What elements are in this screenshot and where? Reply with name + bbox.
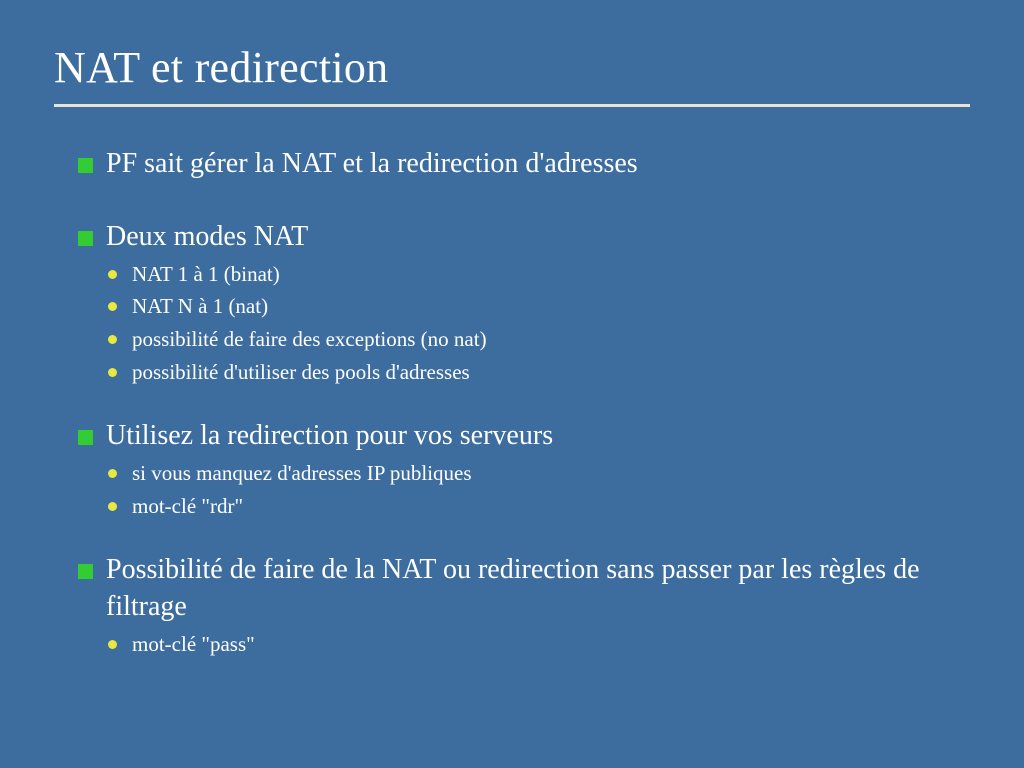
dot-bullet-icon <box>108 270 117 279</box>
bullet-level2-label: mot-clé "pass" <box>132 632 255 657</box>
bullet-level1 <box>74 219 974 256</box>
bullet-level2-label: possibilité de faire des exceptions (no nat) <box>132 327 487 351</box>
bullet-level2 <box>74 628 974 661</box>
square-bullet-icon <box>78 430 93 445</box>
dot-bullet-icon <box>108 502 117 511</box>
slide-content <box>74 146 974 661</box>
spacer <box>74 388 974 418</box>
dot-bullet-icon <box>108 302 117 311</box>
spacer <box>74 185 974 219</box>
bullet-level2-label: mot-clé "rdr" <box>132 493 244 518</box>
bullet-level2-label: NAT N à 1 (nat) <box>132 294 269 319</box>
sub-list <box>74 457 974 522</box>
bullet-level2-label: NAT 1 à 1 (binat) <box>132 261 280 286</box>
bullet-level1 <box>74 552 974 626</box>
bullet-level2-label: si vous manquez d'adresses IP publiques <box>132 461 472 486</box>
square-bullet-icon <box>78 158 93 173</box>
bullet-block-1 <box>74 146 974 183</box>
bullet-level2-label: possibilité d'utiliser des pools d'adresses <box>132 359 470 384</box>
bullet-level2 <box>74 258 974 291</box>
sub-list <box>74 628 974 661</box>
bullet-level1 <box>74 418 974 455</box>
bullet-level2 <box>74 490 974 523</box>
bullet-level2 <box>74 290 974 323</box>
sub-list <box>74 258 974 388</box>
dot-bullet-icon <box>108 640 117 649</box>
bullet-level2 <box>74 356 974 389</box>
bullet-block-4 <box>74 552 974 660</box>
square-bullet-icon <box>78 564 93 579</box>
spacer <box>74 522 974 552</box>
bullet-level2 <box>74 457 974 490</box>
bullet-level1 <box>74 146 974 183</box>
bullet-block-2 <box>74 219 974 388</box>
bullet-level2 <box>74 323 974 356</box>
dot-bullet-icon <box>108 335 117 344</box>
page-title: NAT et redirection <box>54 43 389 92</box>
title-divider <box>54 104 970 107</box>
dot-bullet-icon <box>108 368 117 377</box>
bullet-level1-label: Possibilité de faire de la NAT ou redirection sans passer par les règles de filtrage <box>106 554 920 623</box>
bullet-block-3 <box>74 418 974 522</box>
bullet-level1-label: Deux modes NAT <box>106 220 309 252</box>
bullet-level1-label: Utilisez la redirection pour vos serveurs <box>106 420 554 452</box>
square-bullet-icon <box>78 231 93 246</box>
dot-bullet-icon <box>108 469 117 478</box>
bullet-level1-label: PF sait gérer la NAT et la redirection d'adresses <box>106 148 638 179</box>
